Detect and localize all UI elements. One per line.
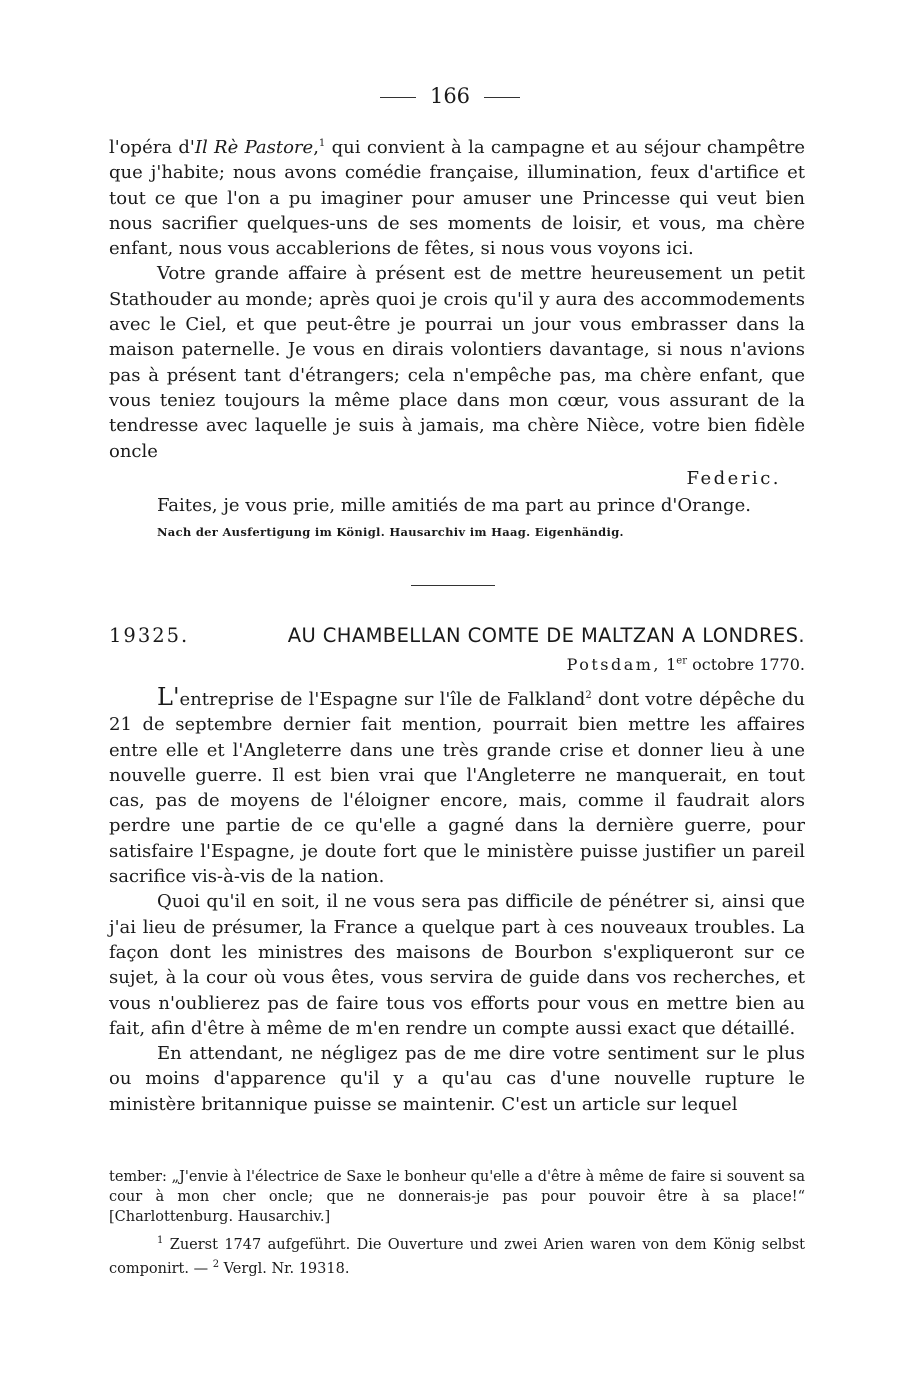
text-run: En attendant, ne négligez pas de me dire votre sentiment sur le plus ou moins d'apparence qu'il y a qu'au cas d'une nouvelle rupture le ministère britannique puisse se maintenir. C'est un article sur lequel	[109, 1043, 805, 1115]
text-run: qui convient à la campagne et au séjour champêtre que j'habite; nous avons comédie française, illumination, feux d'artifice et tout ce que l'on a pu imaginer pour amuser une Princesse qui veut bien nous sacrifier quelques-uns de ses moments de loisir, et vous, ma chère enfant, nous vous accablerions de fêtes, si nous vous voyons ici.	[109, 137, 805, 260]
footnote-ref: 2	[585, 690, 592, 701]
header-dash-left	[380, 97, 416, 98]
text-run: L'entreprise de l'Espagne sur l'île de Falkland	[157, 683, 586, 711]
text-run: l'opéra d'	[109, 137, 195, 158]
letter-heading	[109, 624, 805, 647]
header-dash-right	[484, 97, 520, 98]
footnote-1-text: Zuerst 1747 aufgeführt. Die Ouverture und zwei Arien waren von dem König selbst componirt. —	[109, 1236, 805, 1277]
letter-title: AU CHAMBELLAN COMTE DE MALTZAN A LONDRES.	[287, 624, 805, 647]
page-number: 166	[429, 84, 471, 108]
text-run: dont votre dépêche du 21 de septembre dernier fait mention, pourrait bien mettre les affaires entre elle et l'Angleterre dans une très grande crise et donner lieu à une nouvelle guerre. Il est bien vrai que l'Angleterre ne manquerait, en tout cas, pas de moyens de l'éloigner encore, mais, comme il faudrait alors perdre une partie de ce qu'elle a gagné dans la dernière guerre, pour satisfaire l'Espagne, je doute fort que le ministère puisse justifier un pareil sacrifice vis-à-vis de la nation.	[109, 689, 805, 888]
footnote-2-mark: 2	[212, 1258, 220, 1270]
footnote-1	[109, 1231, 805, 1279]
footnote-continuation: tember: „J'envie à l'électrice de Saxe le bonheur qu'elle a d'être à même de faire si souvent sa cour à mon cher oncle; que ne donnerais-je pas pour pouvoir être à sa place!“ [Charlottenburg. Hausarchiv.]	[109, 1169, 805, 1225]
letter-date-day: 1	[666, 655, 677, 674]
letter-place: Potsdam,	[566, 655, 662, 674]
postscript: Faites, je vous prie, mille amitiés de ma part au prince d'Orange.	[157, 495, 751, 517]
page-header	[0, 84, 900, 108]
letter-paragraph-2	[109, 889, 805, 1041]
letter-paragraph-3	[109, 1041, 805, 1117]
letter-number: 19325.	[109, 624, 190, 647]
letter-paragraph-1	[109, 683, 805, 889]
footnote-ref: 1	[318, 138, 326, 149]
source-note: Nach der Ausfertigung im Königl. Hausarchiv im Haag. Eigenhändig.	[157, 525, 624, 540]
text-run: Quoi qu'il en soit, il ne vous sera pas difficile de pénétrer si, ainsi que j'ai lieu de présumer, la France a quelque part à ces nouveaux troubles. La façon dont les ministres des maisons de Bourbon s'expliqueront sur ce sujet, à la cour où vous êtes, vous servira de guide dans vos recherches, et vous n'oublierez pas de faire tous vos efforts pour vous en mettre bien au fait, afin d'être à même de m'en rendre un compte aussi exact que détaillé.	[109, 891, 805, 1039]
footnote-2-text: Vergl. Nr. 19318.	[223, 1260, 350, 1277]
text-run: ,	[313, 137, 319, 158]
letter-body	[109, 683, 805, 1117]
previous-letter-paragraph-2: Votre grande affaire à présent est de mettre heureusement un petit Stathouder au monde; après quoi je crois qu'il y aura des accommodements avec le Ciel, et que peut-être je pourrai un jour vous embrasser dans la maison paternelle. Je vous en dirais volontiers davantage, si nous n'avions pas à présent tant d'étrangers; cela n'empêche pas, ma chère enfant, que vous teniez toujours la même place dans mon cœur, vous assurant de la tendresse avec laquelle je suis à jamais, ma chère Nièce, votre bien fidèle oncle	[109, 263, 805, 462]
letter-date-sup: er	[676, 655, 687, 667]
letter-date-rest: octobre 1770.	[692, 655, 805, 674]
signature: Federic.	[686, 467, 781, 489]
previous-letter-paragraph-1	[109, 131, 805, 261]
footnotes	[109, 1167, 805, 1283]
footnote-1-mark: 1	[157, 1235, 164, 1246]
italic-title: Il Rè Pastore	[194, 137, 314, 158]
letter-place-date	[109, 655, 805, 674]
previous-letter-ending	[109, 131, 805, 546]
section-separator	[411, 585, 495, 586]
